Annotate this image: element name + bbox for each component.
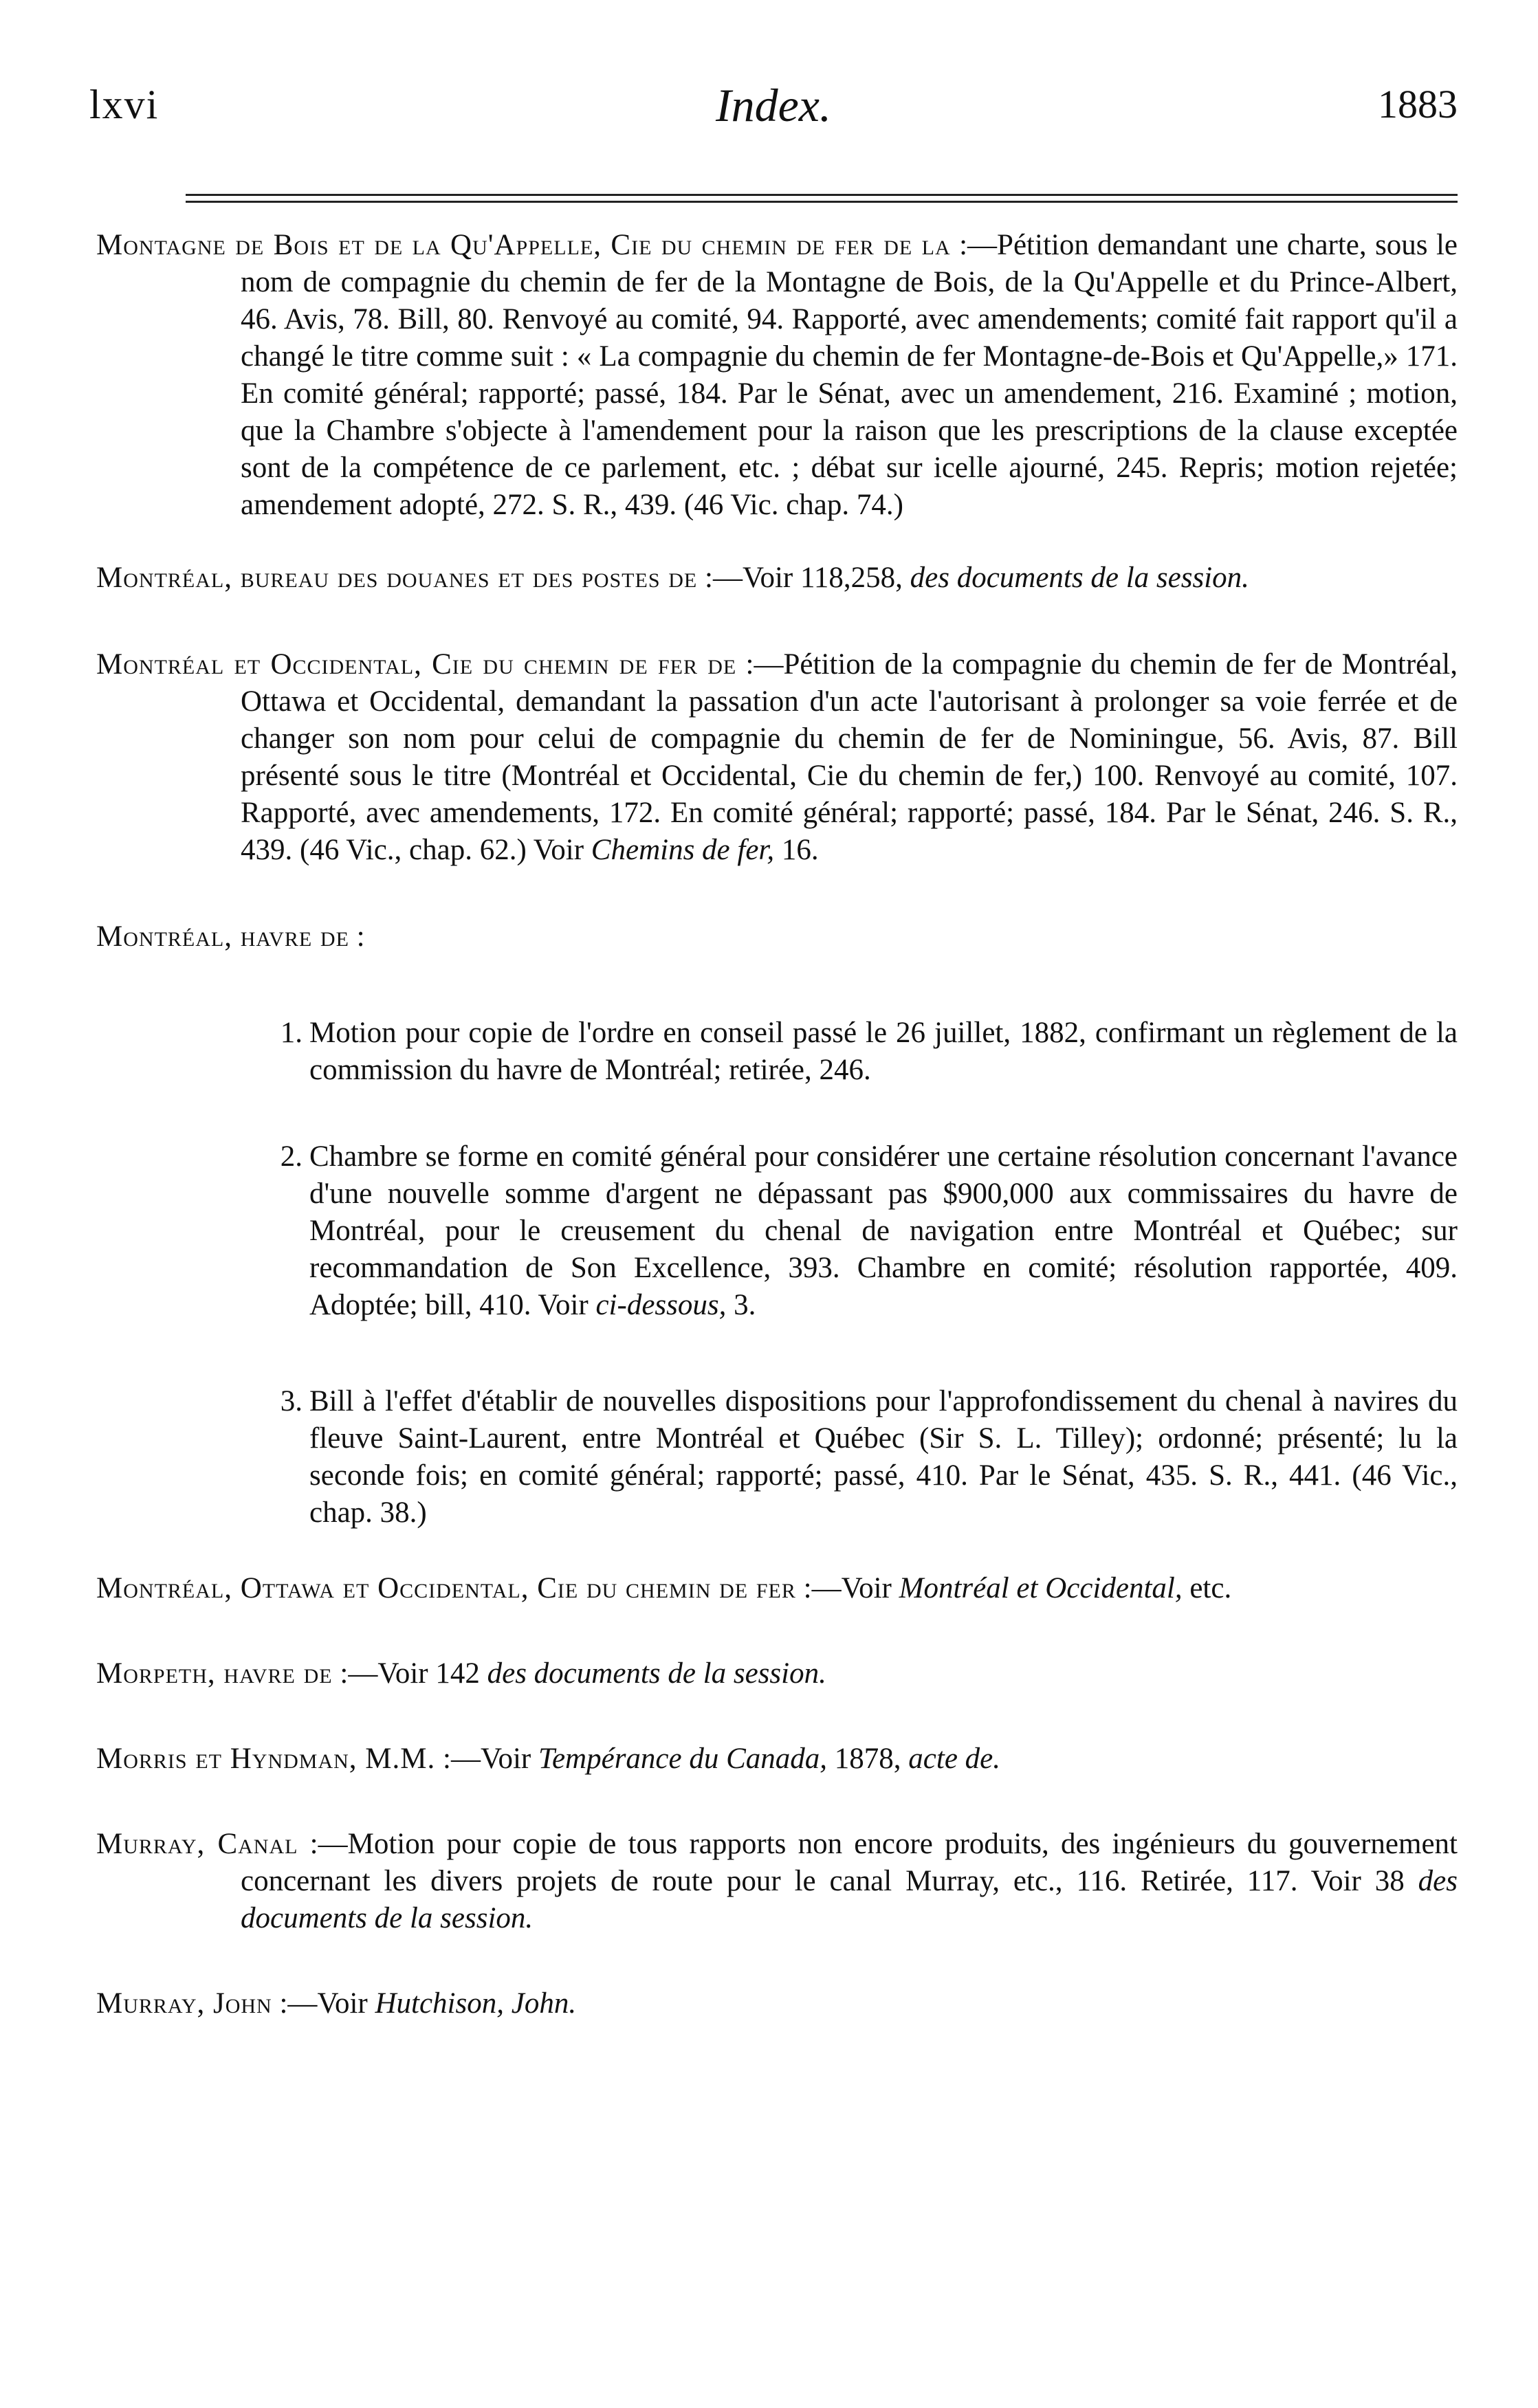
- entry-separator: :—: [795, 1572, 842, 1604]
- subentry-2: [220, 1138, 1458, 1324]
- index-entry-montreal-occidental: [96, 646, 1458, 869]
- page-number: lxvi: [89, 82, 160, 127]
- entry-italic: des documents de la session.: [487, 1657, 826, 1690]
- index-entry-morpeth: [96, 1655, 1458, 1692]
- index-entry-montreal-ottawa: [96, 1570, 1458, 1607]
- subentry-number: 2.: [280, 1140, 303, 1173]
- entry-text-after: 16.: [774, 834, 819, 866]
- entry-separator: :—: [332, 1657, 378, 1690]
- entry-heading: Montréal, Ottawa et Occidental, Cie du chemin de fer: [96, 1572, 796, 1604]
- entry-heading: Morris et Hyndman, M.M.: [96, 1743, 436, 1775]
- subentry-text: Chambre se forme en comité général pour considérer une certaine résolution concernant l'avance d'une nouvelle somme d'argent ne dépassant pas $900,000 aux commissaires du havre de Montréal, pour le creusement du chenal de navigation entre Montréal et Québec; sur recommandation de Son Excellence, 393. Chambre en comité; résolution rapportée, 409. Adoptée; bill, 410. Voir: [309, 1140, 1458, 1321]
- entry-italic: des documents de la session.: [241, 1865, 1458, 1934]
- entry-text: Motion pour copie de tous rapports non encore produits, des ingénieurs du gouvernement concernant les divers projets de route pour le canal Murray, etc., 116. Retirée, 117. Voir 38: [241, 1828, 1458, 1897]
- entry-heading: Montréal, havre de: [96, 920, 349, 953]
- index-entry-montagne-de-bois: [96, 227, 1458, 524]
- entry-text: Voir 142: [377, 1657, 487, 1690]
- entry-separator: :—: [435, 1743, 481, 1775]
- entry-separator: :: [349, 920, 365, 953]
- entry-text: Voir: [841, 1572, 899, 1604]
- subentry-text-after: 3.: [726, 1289, 756, 1321]
- index-entry-montreal-havre: [96, 918, 1458, 956]
- index-entry-murray-canal: [96, 1826, 1458, 1937]
- subentry-1: [220, 1015, 1458, 1089]
- subentry-text: Motion pour copie de l'ordre en conseil passé le 26 juillet, 1882, confirmant un règlement de la commission du havre de Montréal; retirée, 246.: [309, 1017, 1458, 1086]
- running-title: Index.: [715, 79, 831, 131]
- entry-heading: Montréal, bureau des douanes et des postes de: [96, 562, 698, 594]
- entry-heading: Morpeth, havre de: [96, 1657, 333, 1690]
- header-rule-bottom: [186, 201, 1458, 203]
- index-entry-murray-john: [96, 1985, 1458, 2022]
- entry-text: Pétition de la compagnie du chemin de fer de Montréal, Ottawa et Occidental, demandant la passation d'un acte l'autorisant à prolonger sa voie ferrée et de changer son nom pour celui de compagnie du chemin de fer de Nominingue, 56. Avis, 87. Bill présenté sous le titre (Montréal et Occidental, Cie du chemin de fer,) 100. Renvoyé au comité, 107. Rapporté, avec amendements, 172. En comité général; rapporté; passé, 184. Par le Sénat, 246. S. R., 439. (46 Vic., chap. 62.) Voir: [241, 648, 1458, 866]
- entry-separator: :—: [950, 229, 998, 261]
- entry-text: Voir: [317, 1987, 375, 2020]
- entry-italic: Chemins de fer,: [591, 834, 775, 866]
- entry-italic: Tempérance du Canada,: [538, 1743, 828, 1775]
- entry-text: Voir 118,258,: [742, 562, 910, 594]
- entry-text-after: 1878,: [827, 1743, 909, 1775]
- entry-heading: Murray, John: [96, 1987, 272, 2020]
- entry-italic-2: acte de.: [908, 1743, 1000, 1775]
- subentry-italic: ci-dessous,: [595, 1289, 727, 1321]
- page-header: [89, 81, 1458, 143]
- year: 1883: [1378, 82, 1458, 126]
- entry-italic: Montréal et Occidental,: [899, 1572, 1183, 1604]
- subentry-number: 1.: [280, 1017, 303, 1049]
- entry-separator: :—: [272, 1987, 318, 2020]
- entry-heading: Montréal et Occidental, Cie du chemin de fer de: [96, 648, 737, 681]
- entry-italic: Hutchison, John.: [375, 1987, 577, 2020]
- entry-separator: :—: [736, 648, 784, 681]
- entry-heading: Murray, Canal: [96, 1828, 298, 1860]
- entry-italic: des documents de la session.: [910, 562, 1249, 594]
- subentry-3: [220, 1383, 1458, 1532]
- entry-text: Voir: [480, 1743, 538, 1775]
- entry-heading: Montagne de Bois et de la Qu'Appelle, Cie du chemin de fer de la: [96, 229, 951, 261]
- index-body: [96, 227, 1458, 2022]
- subentry-text: Bill à l'effet d'établir de nouvelles dispositions pour l'approfondissement du chenal à navires du fleuve Saint-Laurent, entre Montréal et Québec (Sir S. L. Tilley); ordonné; présenté; lu la seconde fois; en comité général; rapporté; passé, 410. Par le Sénat, 435. S. R., 441. (46 Vic., chap. 38.): [309, 1385, 1458, 1529]
- entry-text-after: etc.: [1182, 1572, 1232, 1604]
- header-rule-top: [186, 194, 1458, 196]
- subentry-number: 3.: [280, 1385, 303, 1417]
- index-entry-morris-hyndman: [96, 1741, 1458, 1778]
- entry-text: Pétition demandant une charte, sous le nom de compagnie du chemin de fer de la Montagne de Bois, de la Qu'Appelle et du Prince-Albert, 46. Avis, 78. Bill, 80. Renvoyé au comité, 94. Rapporté, avec amendements; comité fait rapport qu'il a changé le titre comme suit : « La compagnie du chemin de fer Montagne-de-Bois et Qu'Appelle,» 171. En comité général; rapporté; passé, 184. Par le Sénat, avec un amendement, 216. Examiné ; motion, que la Chambre s'objecte à l'amendement pour la raison que les prescriptions de la clause exceptée sont de la compétence de ce parlement, etc. ; débat sur icelle ajourné, 245. Repris; motion rejetée; amendement adopté, 272. S. R., 439. (46 Vic. chap. 74.): [241, 229, 1458, 521]
- index-entry-montreal-douanes: [96, 560, 1458, 597]
- entry-separator: :—: [298, 1828, 348, 1860]
- entry-separator: :—: [697, 562, 743, 594]
